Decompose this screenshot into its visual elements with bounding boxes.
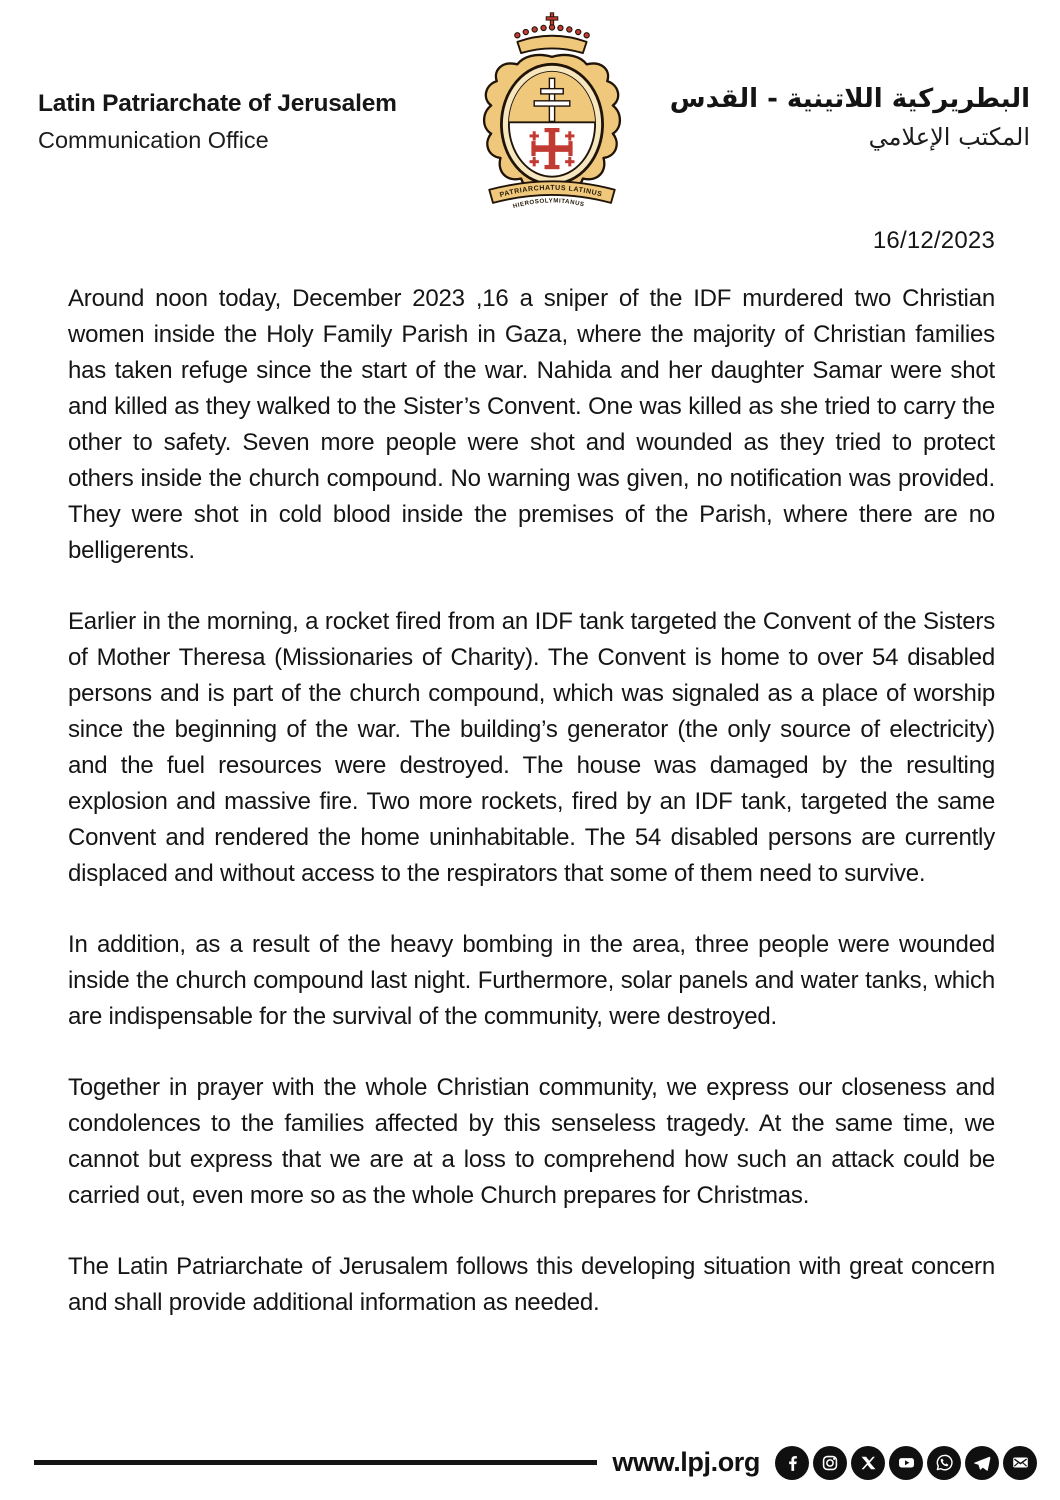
org-name: Latin Patriarchate of Jerusalem: [38, 90, 397, 117]
instagram-icon[interactable]: [813, 1446, 847, 1480]
facebook-icon[interactable]: [775, 1446, 809, 1480]
office-name-arabic: المكتب الإعلامي: [868, 123, 1030, 151]
body-paragraph-4: Together in prayer with the whole Christian community, we express our closeness and condolences to the families affected by this senseless tragedy. At the same time, we cannot but express that we are at a loss to comprehend how such an attack could be carried out, even more so as the whole Church prepares for Christmas.: [68, 1074, 995, 1209]
whatsapp-icon[interactable]: [927, 1446, 961, 1480]
office-name: Communication Office: [38, 127, 269, 153]
body-paragraph-1: Around noon today, December 2023 ,16 a sniper of the IDF murdered two Christian women inside the Holy Family Parish in Gaza, where the majority of Christian families has taken refuge since the start of the war. Nahida and her daughter Samar were shot and killed as they walked to the Sister’s Convent. One was killed as she tried to carry the other to safety. Seven more people were shot and wounded as they tried to protect others inside the church compound. No warning was given, no notification was provided. They were shot in cold blood inside the premises of the Parish, where there are no belligerents.: [68, 285, 995, 564]
org-name-arabic: البطريركية اللاتينية - القدس: [669, 84, 1030, 114]
body-paragraph-3: In addition, as a result of the heavy bombing in the area, three people were wounded inside the church compound last night. Furthermore, solar panels and water tanks, which are indispensable for the survival of the community, were destroyed.: [68, 931, 995, 1030]
banner-text-line2: HIEROSOLYMITANUS: [512, 197, 586, 211]
telegram-icon[interactable]: [965, 1446, 999, 1480]
social-icons: [775, 1446, 1037, 1480]
banner-text-line1: PATRIARCHATUS LATINUS: [499, 184, 603, 200]
document-date: 16/12/2023: [872, 227, 995, 254]
footer-rule: [34, 1460, 597, 1465]
body-paragraph-2: Earlier in the morning, a rocket fired from an IDF tank targeted the Convent of the Sisters of Mother Theresa (Missionaries of Charity). The Convent is home to over 54 disabled persons and is part of the church compound, which was signaled as a place of worship since the beginning of the war. The building’s generator (the only source of electricity) and the fuel resources were destroyed. The house was damaged by the resulting explosion and massive fire. Two more rockets, fired by an IDF tank, targeted the same Convent and rendered the home uninhabitable. The 54 disabled persons are currently displaced and without access to the respirators that some of them need to survive.: [68, 608, 995, 887]
patriarchate-crest-logo: [463, 10, 641, 216]
footer-bar: [34, 1444, 1037, 1481]
ribbon-banner: [489, 181, 614, 210]
press-release-body: [68, 281, 995, 1321]
body-paragraph-5: The Latin Patriarchate of Jerusalem follows this developing situation with great concern and shall provide additional information as needed.: [68, 1253, 995, 1316]
email-icon[interactable]: [1003, 1446, 1037, 1480]
org-header-arabic: [670, 84, 1030, 151]
crown-icon: [515, 13, 590, 53]
svg-text:HIEROSOLYMITANUS: [512, 197, 585, 210]
org-header-english: [38, 90, 397, 154]
x-icon[interactable]: [851, 1446, 885, 1480]
website-link[interactable]: www.lpj.org: [612, 1447, 760, 1477]
youtube-icon[interactable]: [889, 1446, 923, 1480]
